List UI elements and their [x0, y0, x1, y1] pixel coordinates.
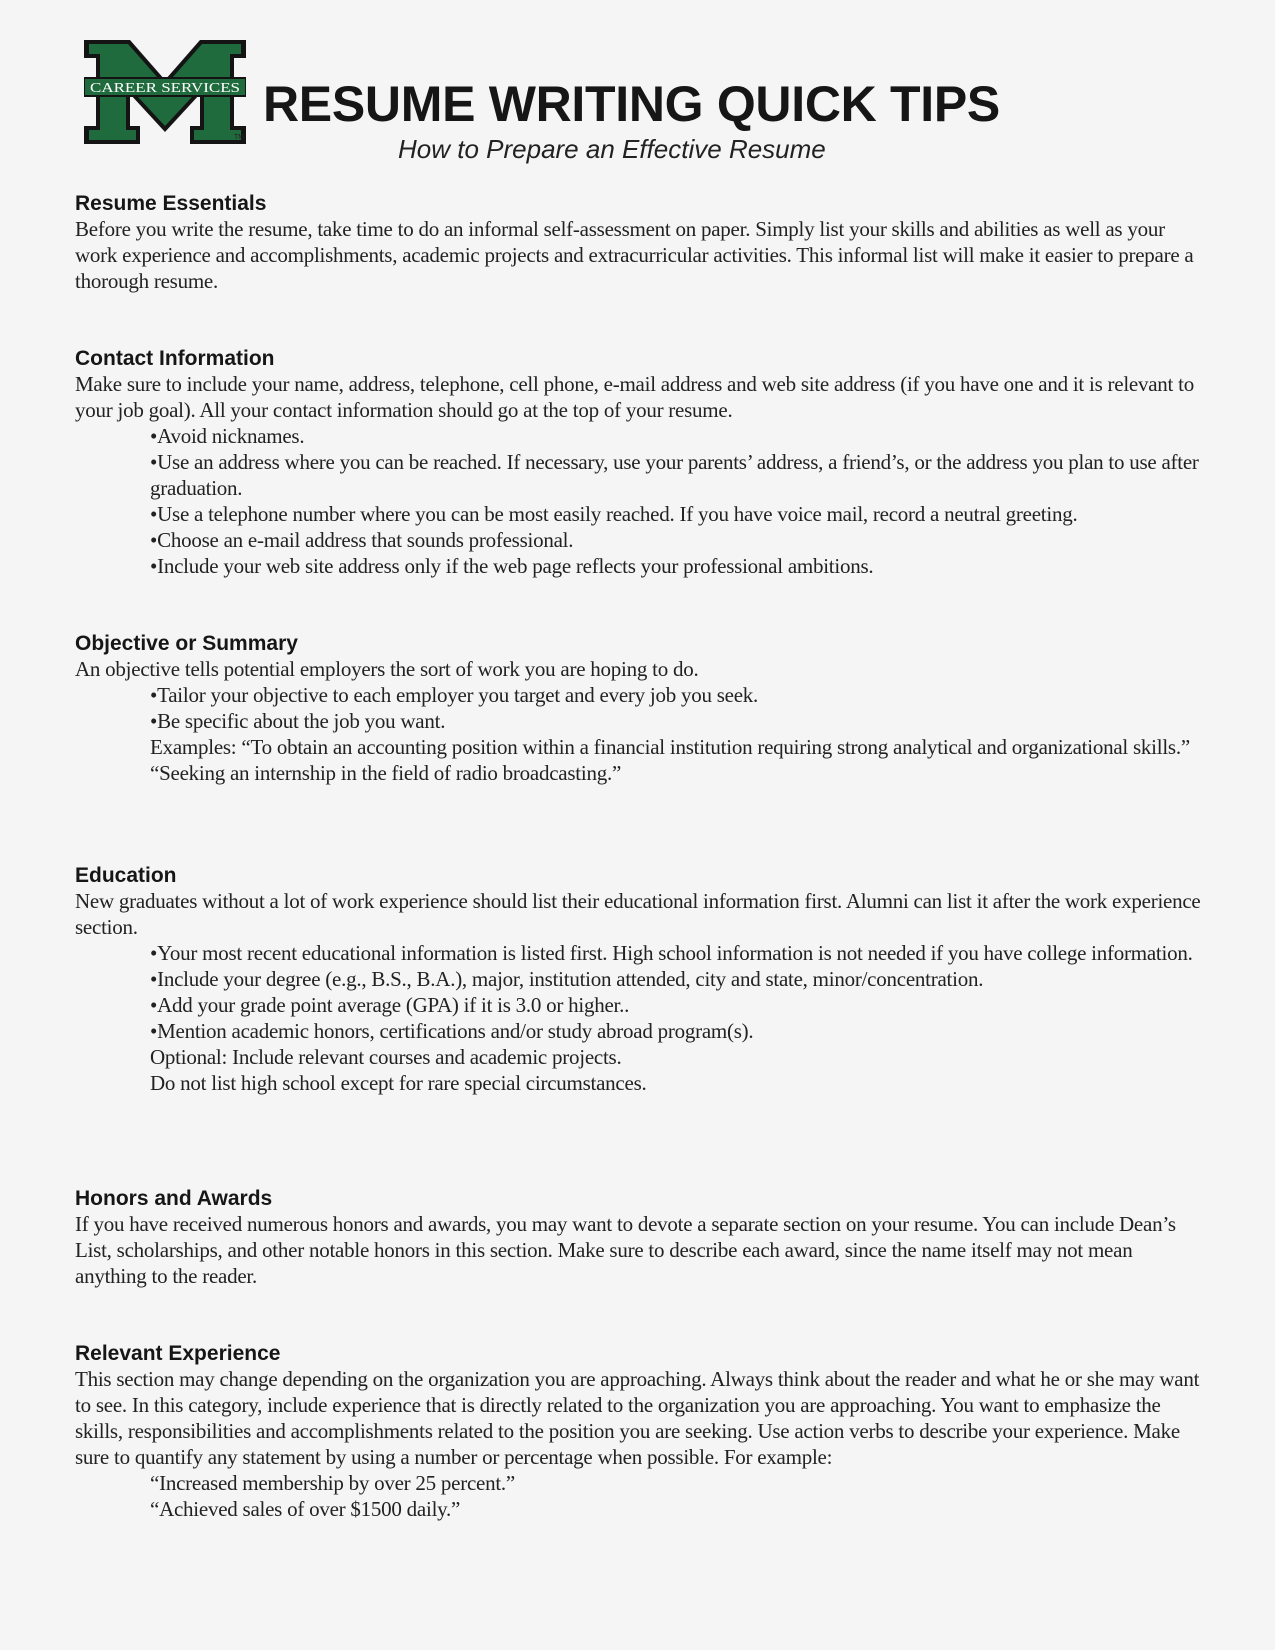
section-body: An objective tells potential employers the sort of work you are hoping to do.	[75, 657, 699, 681]
bullet-item	[75, 449, 1205, 501]
note-text: Do not list high school except for rare special circumstances.	[150, 1071, 647, 1095]
example-text: Examples: “To obtain an accounting position within a financial institution requiring strong analytical and organizational skills.”	[150, 735, 1190, 759]
section-body: New graduates without a lot of work experience should list their educational information first. Alumni can list it after the work experience section.	[75, 889, 1201, 939]
bullet-item: •Your most recent educational information is listed first. High school information is not needed if you have college information.	[150, 941, 1193, 965]
section-body: If you have received numerous honors and awards, you may want to devote a separate section on your resume. You can include Dean’s List, scholarships, and other notable honors in this section. Make sure to describe each award, since the name itself may not mean anything to the reader.	[75, 1212, 1176, 1288]
example-text: “Achieved sales of over $1500 daily.”	[150, 1497, 461, 1521]
section-heading: Education	[75, 864, 177, 887]
example-text: “Seeking an internship in the field of radio broadcasting.”	[150, 761, 622, 785]
page-title: RESUME WRITING QUICK TIPS	[263, 76, 1000, 132]
section-body: Make sure to include your name, address, telephone, cell phone, e-mail address and web site address (if you have one and it is relevant to your job goal). All your contact information should go at the top of your resume.	[75, 372, 1194, 422]
section-heading: Honors and Awards	[75, 1187, 273, 1210]
section-body: This section may change depending on the organization you are approaching. Always think about the reader and what he or she may want to see. In this category, include experience that is directly related to the organization you are approaching. You want to emphasize the skills, responsibilities and accomplishments related to the position you are seeking. Use action verbs to describe your experience. Make sure to quantify any statement by using a number or percentage when possible. For example:	[75, 1367, 1200, 1469]
section-heading: Objective or Summary	[75, 632, 298, 655]
section-heading: Contact Information	[75, 347, 275, 370]
bullet-item: •Include your degree (e.g., B.S., B.A.), major, institution attended, city and state, minor/concentration.	[150, 967, 984, 991]
bullet-item: •Include your web site address only if the web page reflects your professional ambitions.	[150, 554, 874, 578]
section-education	[75, 863, 1205, 1096]
bullet-item: •Use a telephone number where you can be most easily reached. If you have voice mail, record a neutral greeting.	[150, 502, 1078, 526]
section-honors-awards	[75, 1186, 1205, 1289]
bullet-text: •Use an address where you can be reached. If necessary, use your parents’ address, a friend’s, or the address you plan to use after graduation.	[150, 450, 1199, 500]
career-services-logo	[84, 40, 246, 144]
section-contact-information	[75, 346, 1205, 579]
bullet-item: •Avoid nicknames.	[150, 424, 305, 448]
section-objective-summary	[75, 631, 1205, 786]
bullet-item: •Mention academic honors, certifications and/or study abroad program(s).	[150, 1019, 754, 1043]
section-resume-essentials	[75, 191, 1205, 294]
block-m-logo-graphic	[84, 40, 246, 144]
section-body: Before you write the resume, take time to do an informal self-assessment on paper. Simply list your skills and abilities as well as your work experience and accomplishments, academic projects and extracurricular activities. This informal list will make it easier to prepare a thorough resume.	[75, 217, 1194, 293]
bullet-item: •Add your grade point average (GPA) if it is 3.0 or higher..	[150, 993, 630, 1017]
section-heading: Resume Essentials	[75, 192, 267, 215]
bullet-item: •Tailor your objective to each employer you target and every job you seek.	[150, 683, 759, 707]
section-relevant-experience	[75, 1341, 1205, 1522]
note-text: Optional: Include relevant courses and academic projects.	[150, 1045, 622, 1069]
logo-text: CAREER SERVICES	[90, 81, 240, 96]
bullet-item: •Choose an e-mail address that sounds professional.	[150, 528, 574, 552]
page-subtitle: How to Prepare an Effective Resume	[398, 134, 826, 164]
section-heading: Relevant Experience	[75, 1342, 281, 1365]
example-text: “Increased membership by over 25 percent.”	[150, 1471, 515, 1495]
trademark-mark: TM	[234, 134, 245, 141]
bullet-item: •Be specific about the job you want.	[150, 709, 446, 733]
